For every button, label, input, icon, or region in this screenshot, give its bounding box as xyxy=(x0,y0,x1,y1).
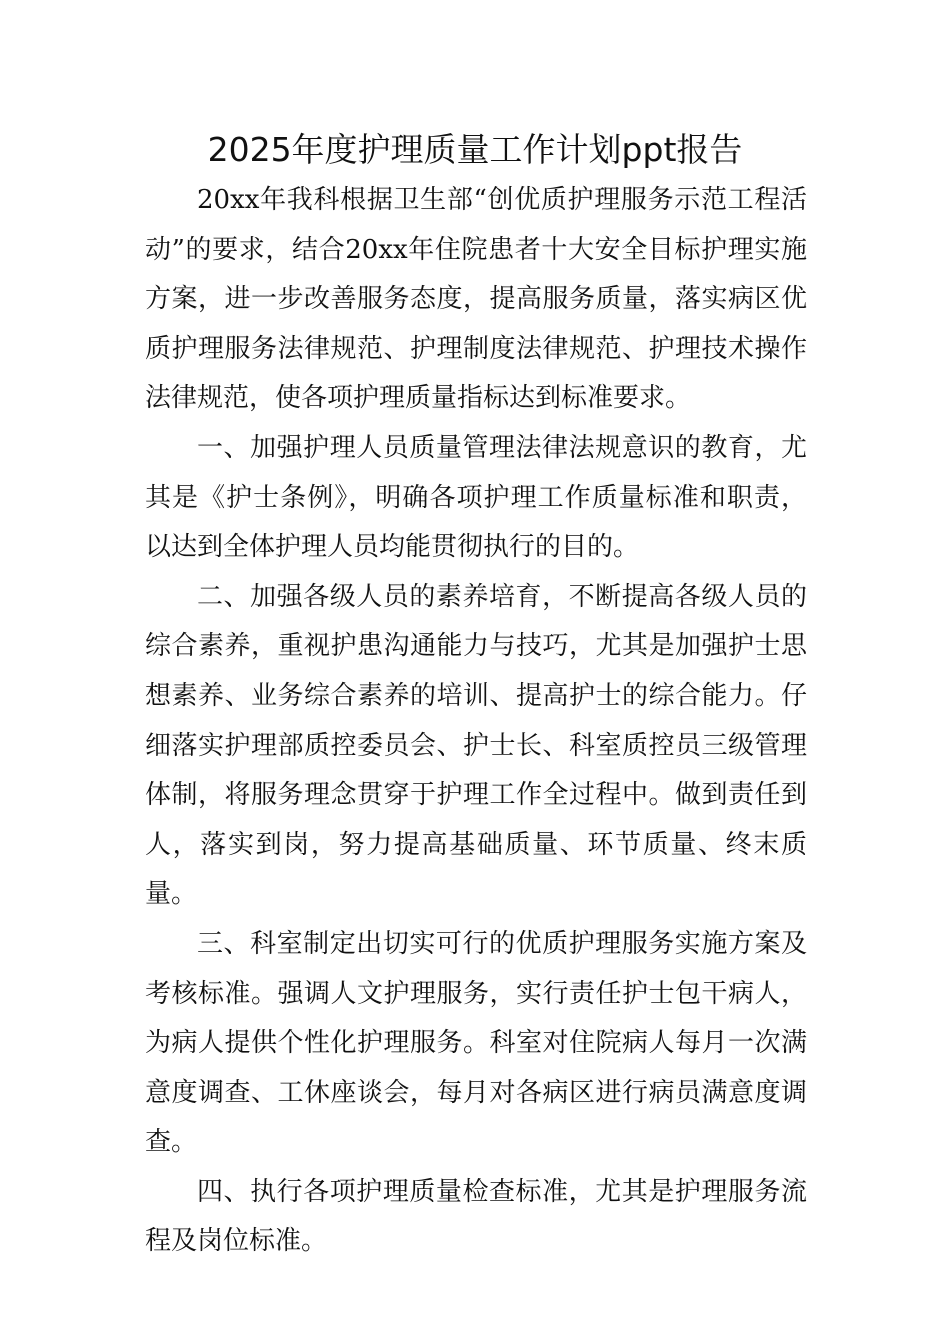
document-body xyxy=(145,176,807,1267)
paragraph-item-1: 一、加强护理人员质量管理法律法规意识的教育，尤其是《护士条例》，明确各项护理工作质量标准和职责，以达到全体护理人员均能贯彻执行的目的。 xyxy=(145,432,807,563)
paragraph-item-4: 四、执行各项护理质量检查标准，尤其是护理服务流程及岗位标准。 xyxy=(145,1176,807,1257)
paragraph-item-3: 三、科室制定出切实可行的优质护理服务实施方案及考核标准。强调人文护理服务，实行责任护士包干病人，为病人提供个性化护理服务。科室对住院病人每月一次满意度调查、工休座谈会，每月对各病区进行病员满意度调查。 xyxy=(145,928,807,1158)
paragraph-intro: 20xx年我科根据卫生部“创优质护理服务示范工程活动”的要求，结合20xx年住院患者十大安全目标护理实施方案，进一步改善服务态度，提高服务质量，落实病区优质护理服务法律规范、护理制度法律规范、护理技术操作法律规范，使各项护理质量指标达到标准要求。 xyxy=(145,185,807,414)
document-title: 2025年度护理质量工作计划ppt报告 xyxy=(207,130,743,169)
paragraph-item-2: 二、加强各级人员的素养培育，不断提高各级人员的综合素养，重视护患沟通能力与技巧，尤其是加强护士思想素养、业务综合素养的培训、提高护士的综合能力。仔细落实护理部质控委员会、护士长、科室质控员三级管理体制，将服务理念贯穿于护理工作全过程中。做到责任到人，落实到岗，努力提高基础质量、环节质量、终末质量。 xyxy=(145,581,807,910)
